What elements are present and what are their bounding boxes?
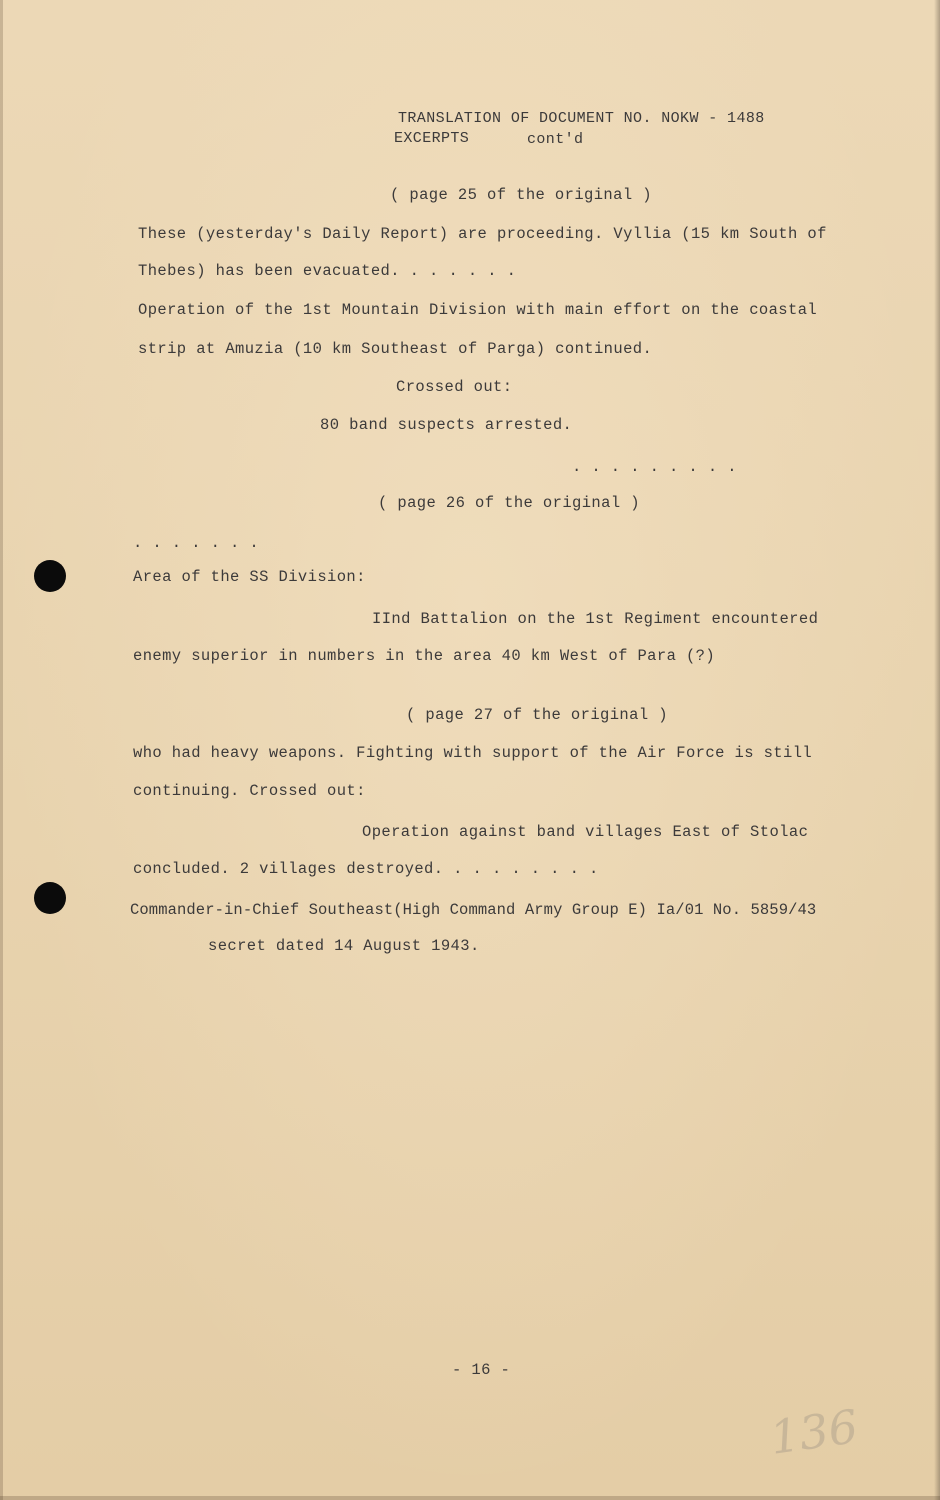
body-line: strip at Amuzia (10 km Southeast of Parga) continued. — [138, 340, 653, 358]
page-number: - 16 - — [452, 1361, 511, 1379]
page-edge-left — [0, 0, 3, 1500]
page-ref-26: ( page 26 of the original ) — [378, 494, 640, 512]
body-line: These (yesterday's Daily Report) are proceeding. Vyllia (15 km South of — [138, 225, 827, 243]
ellipsis-dots: . . . . . . . . . — [572, 458, 737, 476]
ellipsis-dots: . . . . . . . — [133, 534, 260, 552]
body-line: Thebes) has been evacuated. . . . . . . — [138, 262, 517, 280]
crossed-out-label: Crossed out: — [396, 378, 513, 396]
header-title: TRANSLATION OF DOCUMENT NO. NOKW - 1488 — [398, 110, 765, 127]
page-ref-25: ( page 25 of the original ) — [390, 186, 652, 204]
source-citation: Commander-in-Chief Southeast(High Command Army Group E) Ia/01 No. 5859/43 — [130, 901, 817, 919]
header-excerpts: EXCERPTS — [394, 130, 470, 147]
section-heading: Area of the SS Division: — [133, 568, 366, 586]
handwritten-folio-number: 136 — [766, 1399, 862, 1465]
source-date: secret dated 14 August 1943. — [208, 937, 480, 955]
body-line: who had heavy weapons. Fighting with support of the Air Force is still — [133, 744, 813, 762]
page-edge-bottom — [0, 1496, 940, 1500]
page-ref-27: ( page 27 of the original ) — [406, 706, 668, 724]
body-line: enemy superior in numbers in the area 40 km West of Para (?) — [133, 647, 716, 665]
body-line: IInd Battalion on the 1st Regiment encountered — [372, 610, 819, 628]
page-edge-right — [934, 0, 940, 1500]
punch-hole-lower — [34, 882, 66, 914]
body-line: concluded. 2 villages destroyed. . . . . . . . . — [133, 860, 599, 878]
header-contd: cont'd — [527, 131, 584, 148]
body-line: 80 band suspects arrested. — [320, 416, 573, 434]
body-line: continuing. Crossed out: — [133, 782, 366, 800]
body-line: Operation of the 1st Mountain Division with main effort on the coastal — [138, 301, 818, 319]
body-line: Operation against band villages East of Stolac — [362, 823, 809, 841]
punch-hole-upper — [34, 560, 66, 592]
